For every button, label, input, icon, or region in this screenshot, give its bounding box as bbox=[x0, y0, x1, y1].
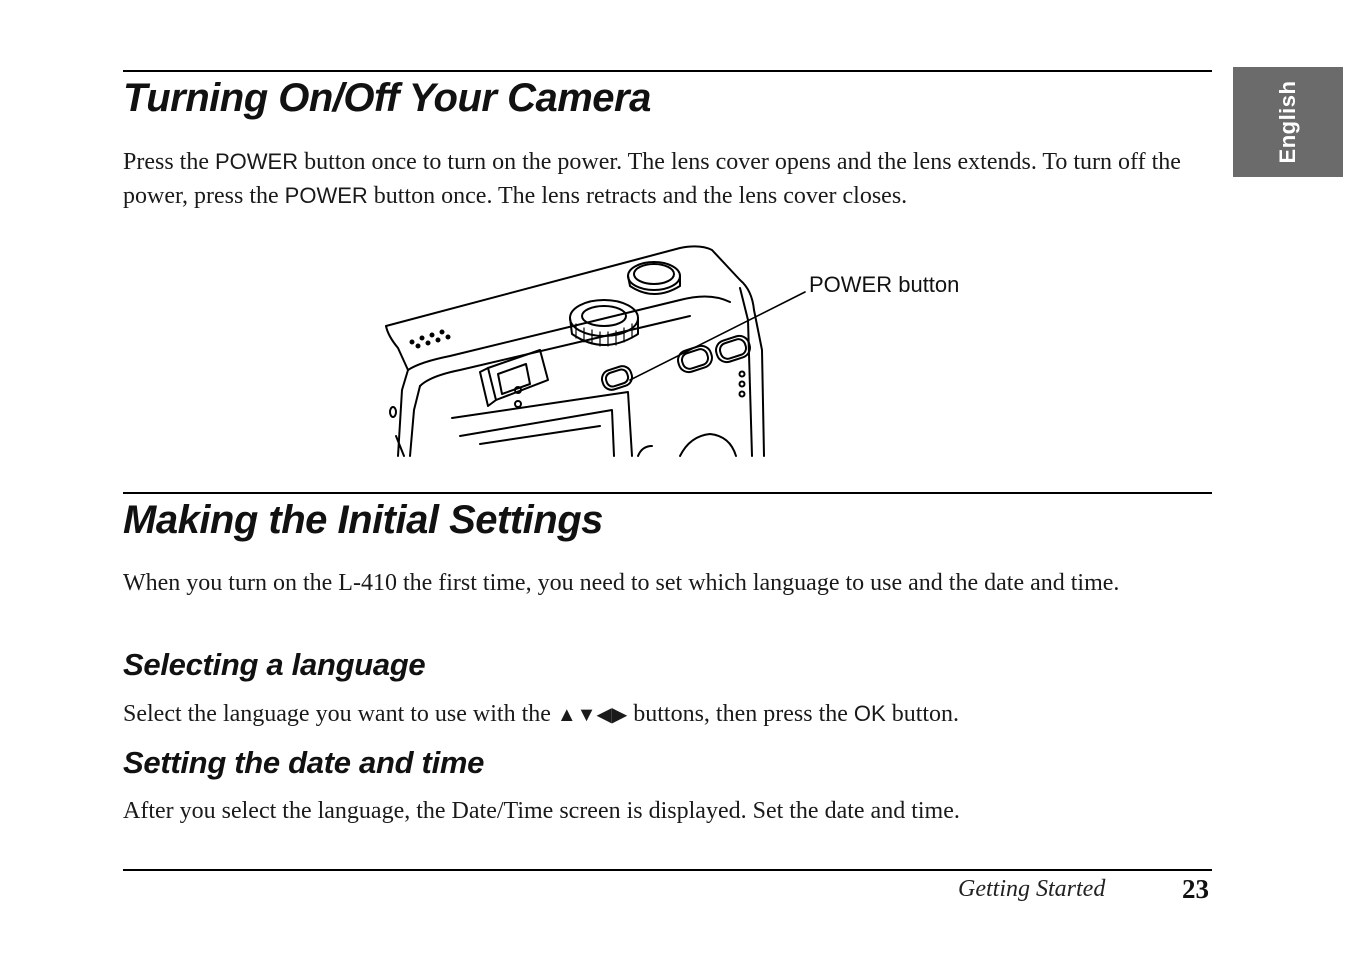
section-title-initial-settings: Making the Initial Settings bbox=[123, 498, 603, 542]
section-title-power: Turning On/Off Your Camera bbox=[123, 76, 651, 120]
page-number: 23 bbox=[1182, 874, 1209, 904]
language-paragraph: Select the language you want to use with the ▲▼◀▶ buttons, then press the OK button. bbox=[123, 701, 960, 727]
footer-rule bbox=[123, 869, 1212, 871]
ok-keyword: OK bbox=[853, 701, 886, 726]
section-rule-top bbox=[123, 70, 1212, 72]
settings-intro-paragraph: When you turn on the L-410 the first time, you need to set which language to use and the date and time. bbox=[123, 570, 1120, 596]
footer-section-name: Getting Started bbox=[958, 876, 1106, 902]
power-paragraph: Press the POWER button once to turn on the power. The lens cover opens and the lens extends. To turn off the power, press the POWER button once. The lens retracts and the lens cover closes. bbox=[123, 149, 1181, 209]
power-keyword: POWER bbox=[284, 183, 368, 208]
date-time-paragraph: After you select the language, the Date/Time screen is displayed. Set the date and time. bbox=[123, 798, 960, 824]
subsection-title-language: Selecting a language bbox=[123, 647, 426, 682]
arrow-buttons-icon: ▲▼◀▶ bbox=[556, 704, 628, 726]
language-tab bbox=[1233, 67, 1343, 177]
subsection-title-date-time: Setting the date and time bbox=[123, 745, 485, 780]
section-rule-settings bbox=[123, 492, 1212, 494]
power-button-callout: POWER button bbox=[809, 272, 960, 297]
language-tab-label: English bbox=[1275, 80, 1300, 164]
power-keyword: POWER bbox=[215, 149, 299, 174]
